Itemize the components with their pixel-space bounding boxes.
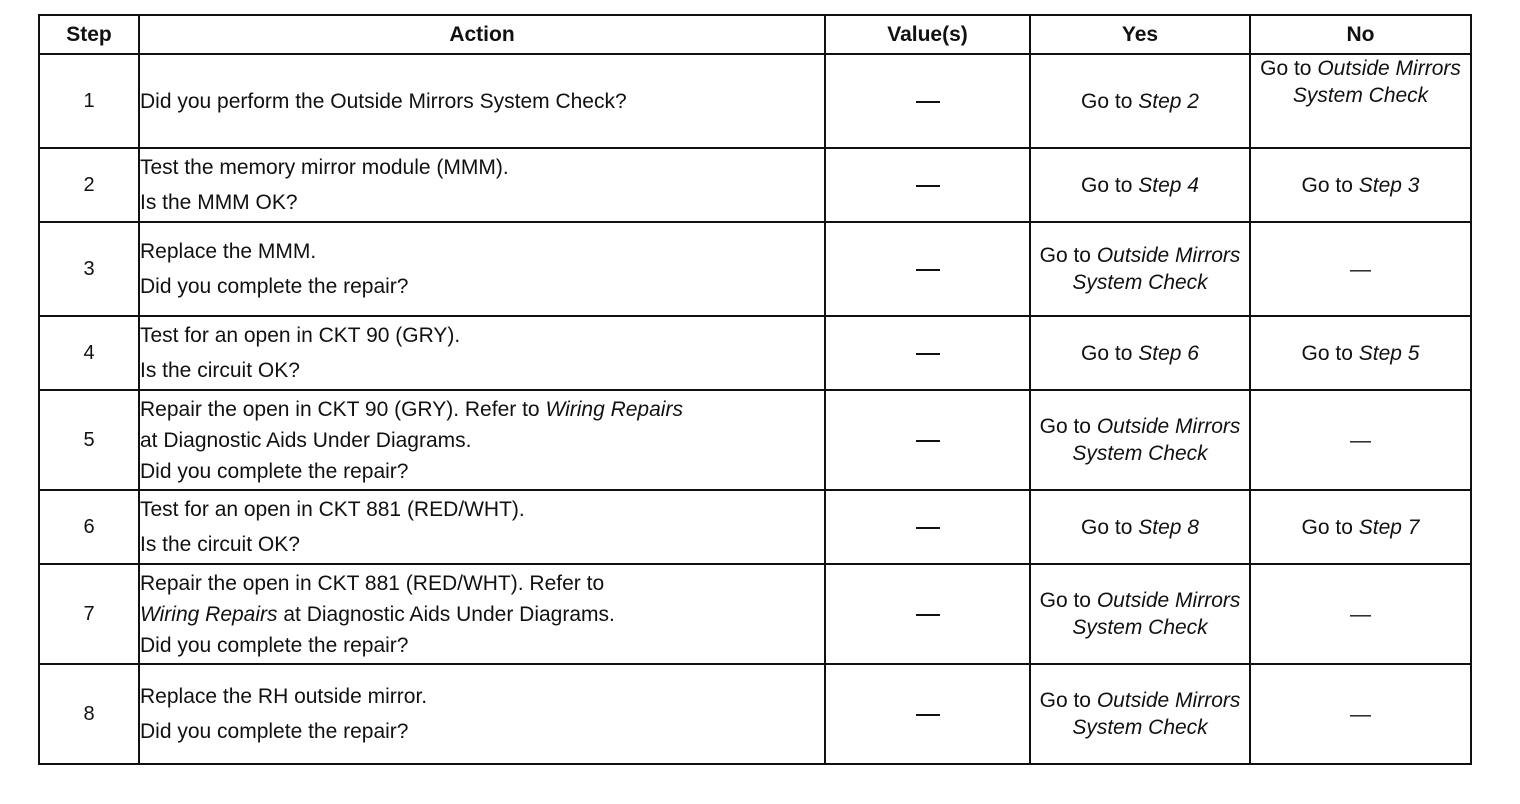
empty-value-dash: [916, 269, 940, 271]
yes-prefix: Go to: [1081, 515, 1133, 539]
action-text: Test for an open in CKT 90 (GRY).: [140, 324, 461, 347]
no-cell: [1250, 54, 1471, 148]
header-yes: Yes: [1030, 15, 1250, 54]
yes-target: Step 6: [1138, 341, 1199, 365]
action-question: Did you complete the repair?: [140, 459, 409, 483]
step-number: 1: [39, 54, 139, 148]
action-question: Did you complete the repair?: [140, 720, 409, 743]
step-number: 5: [39, 390, 139, 490]
action-question: Is the circuit OK?: [140, 533, 300, 556]
yes-target: Step 8: [1138, 515, 1199, 539]
no-value: —: [1350, 428, 1371, 452]
step-number: 6: [39, 490, 139, 564]
action-question: Did you complete the repair?: [140, 275, 409, 298]
action-text: Test for an open in CKT 881 (RED/WHT).: [140, 498, 525, 521]
value-cell: [825, 54, 1030, 148]
no-cell: [1250, 316, 1471, 390]
empty-value-dash: [916, 440, 940, 442]
step-number: 3: [39, 222, 139, 316]
no-target: Outside Mirrors System Check: [1292, 57, 1461, 107]
action-cell: [139, 564, 825, 664]
no-prefix: Go to: [1260, 57, 1312, 80]
table-row: [39, 390, 1471, 490]
table-header: [39, 15, 1471, 54]
step-number: 7: [39, 564, 139, 664]
action-cell: [139, 222, 825, 316]
table-row: [39, 564, 1471, 664]
action-text: Repair the open in CKT 881 (RED/WHT). Refer to: [140, 571, 605, 595]
no-value: —: [1350, 257, 1371, 281]
yes-cell: [1030, 222, 1250, 316]
no-target: Step 7: [1358, 515, 1420, 539]
header-values: Value(s): [825, 15, 1030, 54]
yes-cell: [1030, 490, 1250, 564]
value-cell: [825, 222, 1030, 316]
value-cell: [825, 390, 1030, 490]
table-row: [39, 54, 1471, 148]
header-row: [39, 15, 1471, 54]
yes-prefix: Go to: [1081, 173, 1133, 197]
no-prefix: Go to: [1301, 515, 1353, 539]
value-cell: [825, 490, 1030, 564]
reference-link-text: Wiring Repairs: [140, 602, 278, 626]
table-row: [39, 316, 1471, 390]
empty-value-dash: [916, 714, 940, 716]
action-cell: [139, 148, 825, 222]
yes-cell: [1030, 316, 1250, 390]
action-reference-location: at Diagnostic Aids Under Diagrams.: [140, 428, 472, 452]
empty-value-dash: [916, 185, 940, 187]
yes-target: Outside Mirrors System Check: [1072, 415, 1241, 465]
action-question: Did you complete the repair?: [140, 633, 409, 657]
diagnostic-table: [38, 14, 1472, 765]
value-cell: [825, 564, 1030, 664]
action-text: Replace the MMM.: [140, 240, 317, 263]
no-value: —: [1350, 602, 1371, 626]
no-cell: [1250, 222, 1471, 316]
action-text: [140, 394, 824, 425]
no-cell: [1250, 664, 1471, 764]
step-number: 2: [39, 148, 139, 222]
yes-prefix: Go to: [1081, 89, 1133, 113]
yes-target: Outside Mirrors System Check: [1072, 689, 1241, 739]
action-reference: [140, 599, 824, 630]
action-cell: [139, 390, 825, 490]
value-cell: [825, 664, 1030, 764]
value-cell: [825, 316, 1030, 390]
no-value: —: [1350, 702, 1371, 726]
action-text: Did you perform the Outside Mirrors System Check?: [140, 89, 627, 113]
yes-cell: [1030, 148, 1250, 222]
action-question: Is the circuit OK?: [140, 359, 300, 382]
header-action: Action: [139, 15, 825, 54]
no-prefix: Go to: [1301, 173, 1353, 197]
yes-target: Step 4: [1138, 173, 1199, 197]
no-target: Step 3: [1358, 173, 1420, 197]
action-cell: [139, 664, 825, 764]
step-number: 4: [39, 316, 139, 390]
empty-value-dash: [916, 353, 940, 355]
no-cell: [1250, 390, 1471, 490]
header-step: Step: [39, 15, 139, 54]
header-no: No: [1250, 15, 1471, 54]
no-cell: [1250, 148, 1471, 222]
action-cell: [139, 316, 825, 390]
table-row: [39, 222, 1471, 316]
action-text: Replace the RH outside mirror.: [140, 685, 428, 708]
no-cell: [1250, 564, 1471, 664]
action-question: Is the MMM OK?: [140, 191, 298, 214]
yes-target: Step 2: [1138, 89, 1199, 113]
value-cell: [825, 148, 1030, 222]
table-row: [39, 148, 1471, 222]
yes-prefix: Go to: [1081, 341, 1133, 365]
action-reference-location: at Diagnostic Aids Under Diagrams.: [283, 602, 615, 626]
yes-cell: [1030, 390, 1250, 490]
yes-target: Outside Mirrors System Check: [1072, 589, 1241, 639]
table-row: [39, 490, 1471, 564]
step-number: 8: [39, 664, 139, 764]
yes-target: Outside Mirrors System Check: [1072, 244, 1241, 294]
yes-prefix: Go to: [1039, 689, 1091, 712]
empty-value-dash: [916, 614, 940, 616]
table-row: [39, 664, 1471, 764]
yes-prefix: Go to: [1039, 415, 1091, 438]
yes-prefix: Go to: [1039, 244, 1091, 267]
empty-value-dash: [916, 101, 940, 103]
yes-cell: [1030, 54, 1250, 148]
action-text-part: Repair the open in CKT 90 (GRY). Refer to: [140, 397, 540, 421]
no-target: Step 5: [1358, 341, 1420, 365]
no-cell: [1250, 490, 1471, 564]
reference-link-text: Wiring Repairs: [545, 397, 683, 421]
no-prefix: Go to: [1301, 341, 1353, 365]
yes-cell: [1030, 564, 1250, 664]
yes-prefix: Go to: [1039, 589, 1091, 612]
action-text: Test the memory mirror module (MMM).: [140, 156, 509, 179]
action-cell: [139, 54, 825, 148]
empty-value-dash: [916, 527, 940, 529]
action-cell: [139, 490, 825, 564]
table-body: [39, 54, 1471, 764]
yes-cell: [1030, 664, 1250, 764]
